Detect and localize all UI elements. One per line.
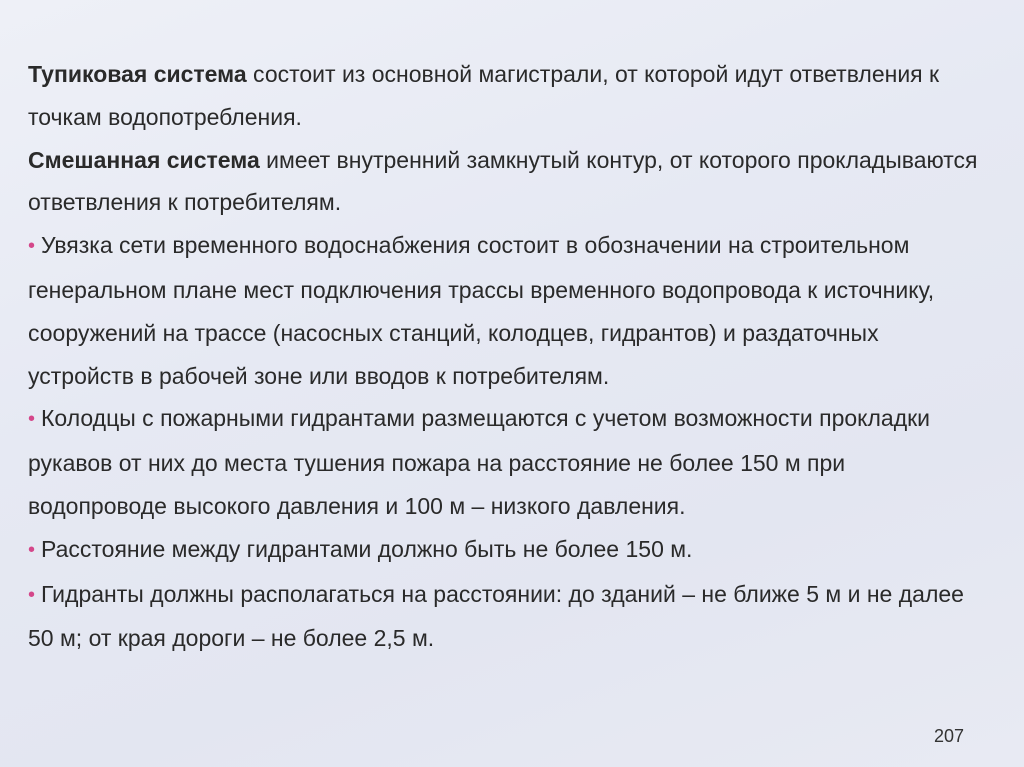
- paragraph-text: состоит из основной магистрали, от которой идут ответвления к точкам водопотребления.: [28, 61, 940, 130]
- bullet-item-hydrant-spacing: [28, 528, 988, 573]
- bullet-item-network-linkage: [28, 224, 988, 397]
- bullet-icon: •: [28, 583, 36, 606]
- bullet-item-hydrant-distance: [28, 573, 988, 661]
- paragraph-dead-end-system: [28, 53, 988, 139]
- bullet-text: Расстояние между гидрантами должно быть не более 150 м.: [41, 535, 693, 562]
- bullet-text: Гидранты должны располагаться на расстоянии: до зданий – не ближе 5 м и не далее 50 м; от края дороги – не более 2,5 м.: [28, 580, 964, 652]
- bullet-text: Увязка сети временного водоснабжения состоит в обозначении на строительном генеральном плане мест подключения трассы временного водопровода к источнику, сооружений на трассе (насосных станций, колодцев, гидрантов) и раздаточных устройств в рабочей зоне или вводов к потребителям.: [28, 232, 935, 389]
- slide-body: [28, 53, 988, 660]
- bullet-icon: •: [28, 408, 36, 431]
- bullet-icon: •: [28, 235, 36, 258]
- term-mixed-system: Смешанная система: [28, 146, 260, 173]
- paragraph-mixed-system: [28, 139, 988, 225]
- page-number: 207: [933, 726, 964, 746]
- bullet-text: Колодцы с пожарными гидрантами размещаются с учетом возможности прокладки рукавов от них до места тушения пожара на расстояние не более 150 м при водопроводе высокого давления и 100 м – низкого давления.: [28, 405, 931, 519]
- term-dead-end-system: Тупиковая система: [28, 61, 247, 87]
- paragraph-text: имеет внутренний замкнутый контур, от которого прокладываются ответвления к потребителям.: [28, 146, 978, 216]
- bullet-icon: •: [28, 538, 36, 561]
- bullet-item-hydrant-wells: [28, 397, 988, 527]
